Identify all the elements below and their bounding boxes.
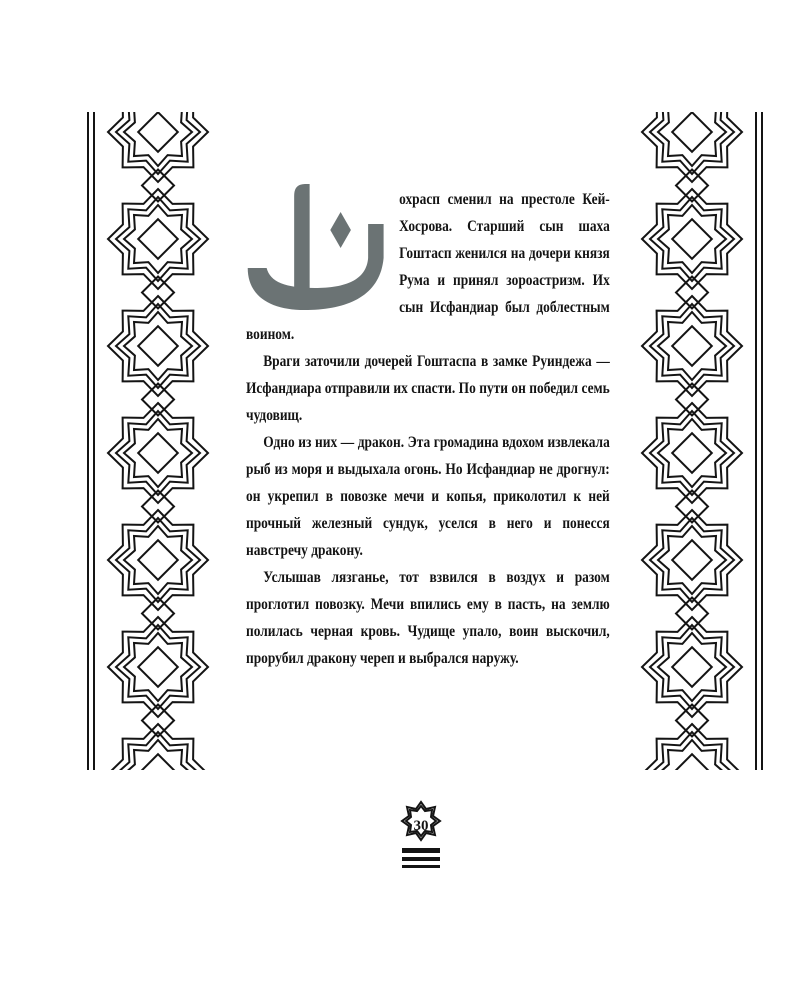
- body-text: [246, 186, 610, 672]
- lattice-border-icon: [84, 112, 214, 770]
- drop-cap-icon: [244, 184, 395, 312]
- drop-cap-initial: [244, 184, 395, 312]
- page-number: 30: [413, 818, 429, 834]
- paragraph: охрасп сменил на престоле Кей-Хосрова. Старший сын шаха Гоштасп женился на дочери князя Рума и принял зороастризм. Их сын Исфандиар был доблестным воином.: [246, 191, 610, 343]
- right-ornament-border: [636, 112, 766, 770]
- paragraph: Одно из них — дракон. Эта громадина вдохом извлекала рыб из моря и выдыхала огонь. Но Исфандиар не дрогнул: он укрепил в повозке мечи и копья, приколотил к ней прочный железный сундук, уселся в него и понесся навстречу дракону.: [246, 434, 610, 559]
- star-badge-icon: [398, 798, 444, 878]
- paragraph: Услышав лязганье, тот взвился в воздух и разом проглотил повозку. Мечи впились ему в пасть, на землю полилась черная кровь. Чудище упало, воин выскочил, прорубил дракону череп и выбрался наружу.: [246, 569, 610, 667]
- page-number-badge: [398, 798, 444, 878]
- lattice-border-icon: [636, 112, 766, 770]
- left-ornament-border: [84, 112, 214, 770]
- paragraph: Враги заточили дочерей Гоштаспа в замке Руиндежа — Исфандиара отправили их спасти. По пути он победил семь чудовищ.: [246, 353, 610, 424]
